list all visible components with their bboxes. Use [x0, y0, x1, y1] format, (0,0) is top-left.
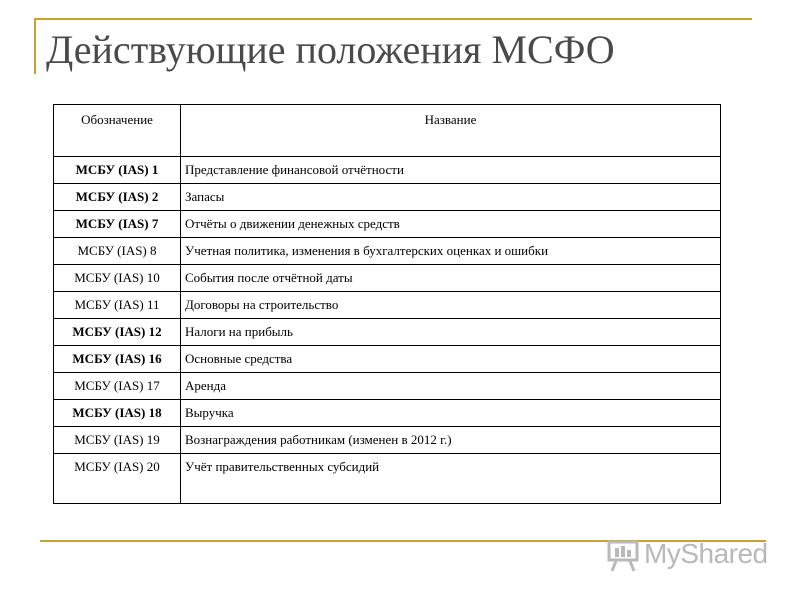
standard-name: Учетная политика, изменения в бухгалтерских оценках и ошибки	[181, 238, 721, 265]
table-row	[54, 292, 721, 319]
standard-name: Запасы	[181, 184, 721, 211]
table-row	[54, 265, 721, 292]
standard-name: Выручка	[181, 400, 721, 427]
standard-name: Аренда	[181, 373, 721, 400]
table-row	[54, 238, 721, 265]
standard-name: Представление финансовой отчётности	[181, 157, 721, 184]
standard-code: МСБУ (IAS) 8	[54, 238, 181, 265]
standard-name: Вознаграждения работникам (изменен в 2012 г.)	[181, 427, 721, 454]
standard-code: МСБУ (IAS) 19	[54, 427, 181, 454]
standard-name: Налоги на прибыль	[181, 319, 721, 346]
header-code: Обозначение	[54, 105, 181, 157]
table-row	[54, 211, 721, 238]
table-row	[54, 157, 721, 184]
standard-code: МСБУ (IAS) 1	[54, 157, 181, 184]
standard-code: МСБУ (IAS) 20	[54, 454, 181, 504]
standard-name: Учёт правительственных субсидий	[181, 454, 721, 504]
myshared-logo	[606, 536, 766, 576]
standard-code: МСБУ (IAS) 10	[54, 265, 181, 292]
standard-code: МСБУ (IAS) 18	[54, 400, 181, 427]
table-header-row	[54, 105, 721, 157]
table-row	[54, 319, 721, 346]
decorative-top-line	[34, 18, 752, 20]
standard-code: МСБУ (IAS) 12	[54, 319, 181, 346]
standard-code: МСБУ (IAS) 2	[54, 184, 181, 211]
standard-code: МСБУ (IAS) 16	[54, 346, 181, 373]
standard-name: Отчёты о движении денежных средств	[181, 211, 721, 238]
standard-name: Договоры на строительство	[181, 292, 721, 319]
standard-code: МСБУ (IAS) 17	[54, 373, 181, 400]
standard-code: МСБУ (IAS) 11	[54, 292, 181, 319]
slide-title: Действующие положения МСФО	[46, 27, 615, 72]
standard-name: Основные средства	[181, 346, 721, 373]
table-row	[54, 373, 721, 400]
table-row	[54, 184, 721, 211]
table-row	[54, 346, 721, 373]
decorative-vertical-line	[34, 18, 36, 74]
standard-code: МСБУ (IAS) 7	[54, 211, 181, 238]
table-row	[54, 427, 721, 454]
table-row	[54, 400, 721, 427]
presentation-board-icon	[606, 540, 640, 577]
standard-name: События после отчётной даты	[181, 265, 721, 292]
table-row	[54, 454, 721, 504]
logo-text: MyShared	[644, 538, 768, 569]
header-name: Название	[181, 105, 721, 157]
standards-table	[53, 104, 721, 504]
